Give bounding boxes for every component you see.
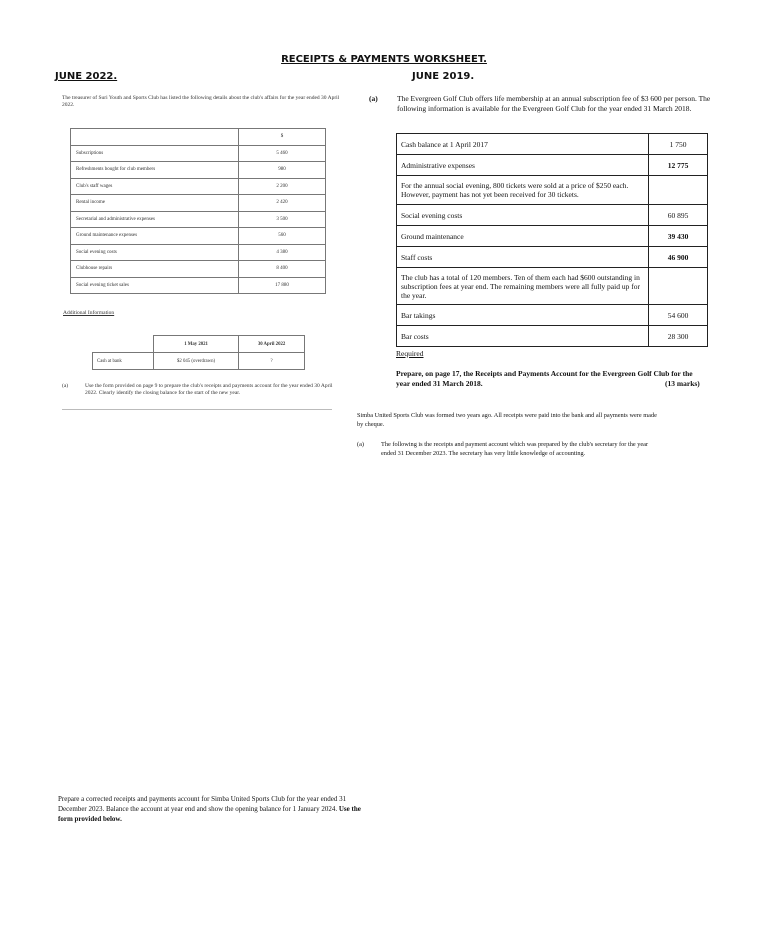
table-row: For the annual social evening, 800 tickets were sold at a price of $250 each. However, payment has not yet been received for 30 tickets. (397, 176, 708, 205)
table-row: Bar takings 54 600 (397, 305, 708, 326)
right-intro: The Evergreen Golf Club offers life membership at an annual subscription fee of $3 600 per person. The following information is available for the Evergreen Golf Club for the year ended 31 March 2018. (397, 94, 711, 113)
table-row: Rental income 2 420 (71, 195, 326, 212)
left-intro: The treasurer of Suri Youth and Sports Club has listed the following details about the club's affairs for the year ended 30 April 2022. (62, 95, 340, 109)
cash-col1-header: 1 May 2021 (154, 336, 239, 353)
marks-label: (13 marks) (665, 379, 700, 388)
divider (62, 409, 332, 410)
simba-question-label: (a) (357, 441, 364, 448)
table-row: Refreshments bought for club members 980 (71, 162, 326, 179)
prepare-text: Prepare, on page 17, the Receipts and Payments Account for the Evergreen Golf Club for the year ended 31 March 2018. (396, 369, 693, 388)
left-section-label: JUNE 2022. (55, 71, 118, 82)
bottom-instruction (58, 795, 370, 824)
bottom-instruction-text: Prepare a corrected receipts and payments account for Simba United Sports Club for the year ended 31 December 2023. Balance the account at year end and show the opening balance for 1 January 2024. (58, 795, 347, 813)
cash-table (92, 335, 305, 370)
table-row: Subscriptions 5 460 (71, 145, 326, 162)
cash-val2: ? (239, 353, 305, 370)
left-question-text: Use the form provided on page 9 to prepare the club's receipts and payments account for the year ended 30 April 2022. Clearly identify the closing balance for the start of the new year. (85, 383, 333, 397)
additional-info-heading: Additional Information (63, 310, 115, 316)
table-row (71, 129, 326, 146)
table-row: Bar costs 28 300 (397, 326, 708, 347)
table-row: Ground maintenance expenses 560 (71, 228, 326, 245)
table-row (93, 336, 305, 353)
table-row: Clubhouse repairs 8 400 (71, 261, 326, 278)
dollar-header: $ (239, 129, 326, 146)
left-question-label: (a) (62, 383, 69, 389)
cash-val1: $2 045 (overdrawn) (154, 353, 239, 370)
simba-intro: Simba United Sports Club was formed two years ago. All receipts were paid into the bank and all payments were made by cheque. (357, 412, 657, 428)
table-row: Secretarial and administrative expenses 3 500 (71, 211, 326, 228)
table-row: Social evening costs 60 895 (397, 205, 708, 226)
left-data-table (70, 128, 326, 294)
required-heading: Required (396, 349, 424, 358)
table-row: The club has a total of 120 members. Ten of them each had $600 outstanding in subscription fees at year end. The remaining members were all fully paid up for the year. (397, 268, 708, 305)
table-row: Ground maintenance 39 430 (397, 226, 708, 247)
table-row: Social evening ticket sales 17 880 (71, 277, 326, 294)
table-row: Administrative expenses 12 775 (397, 155, 708, 176)
cash-col2-header: 30 April 2022 (239, 336, 305, 353)
bottom-instruction-bold: Use the form provided below. (58, 804, 361, 823)
table-row: Club's staff wages 2 200 (71, 178, 326, 195)
right-question-label: (a) (369, 94, 378, 103)
simba-question-text: The following is the receipts and payment account which was prepared by the club's secretary for the year ended 31 December 2023. The secretary has very little knowledge of accounting. (381, 441, 649, 457)
cash-row-label: Cash at bank (93, 353, 154, 370)
evergreen-table (396, 133, 708, 347)
right-section-label: JUNE 2019. (412, 71, 475, 82)
table-row: Social evening costs 4 380 (71, 244, 326, 261)
table-row (93, 353, 305, 370)
table-row: Cash balance at 1 April 2017 1 750 (397, 134, 708, 155)
table-row: Staff costs 46 900 (397, 247, 708, 268)
page-title: RECEIPTS & PAYMENTS WORKSHEET. (281, 54, 487, 65)
